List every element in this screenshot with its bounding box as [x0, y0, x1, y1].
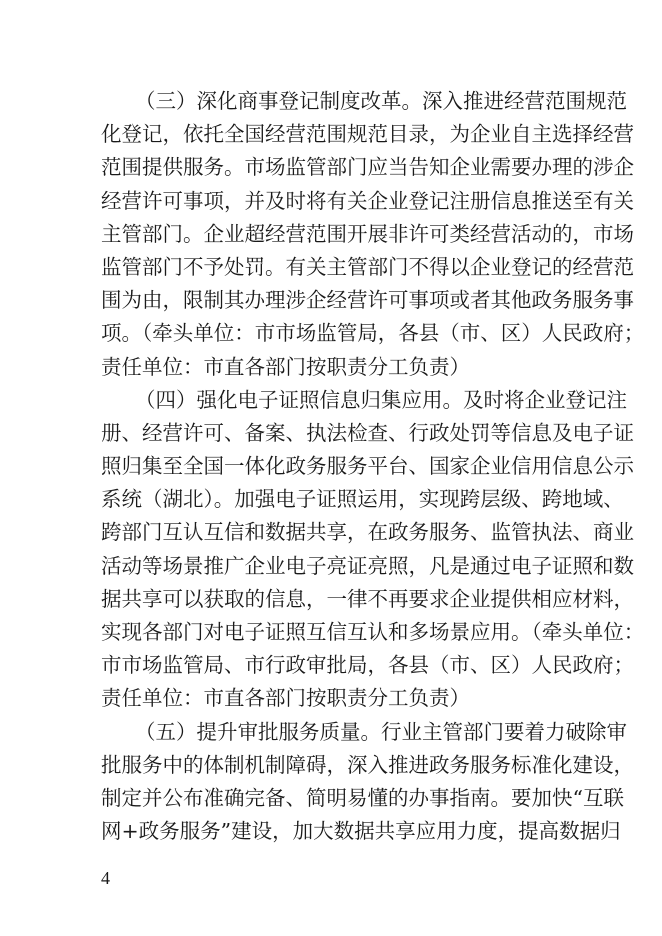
text-line: 据共享可以获取的信息，一律不再要求企业提供相应材料， — [101, 586, 634, 611]
text-line: 照归集至全国一体化政务服务平台、国家企业信用信息公示 — [101, 454, 634, 479]
text-line: 网+政务服务”建设，加大数据共享应用力度，提高数据归 — [101, 819, 621, 844]
text-line: 化登记，依托全国经营范围规范目录，为企业自主选择经营 — [101, 122, 634, 147]
document-body — [101, 85, 645, 848]
text-line: 监管部门不予处罚。有关主管部门不得以企业登记的经营范 — [101, 254, 634, 279]
text-line: 册、经营许可、备案、执法检查、行政处罚等信息及电子证 — [101, 420, 634, 445]
text-line: 责任单位：市直各部门按职责分工负责） — [101, 354, 470, 379]
paragraph — [101, 384, 645, 716]
text-line: 主管部门。企业超经营范围开展非许可类经营活动的，市场 — [101, 221, 634, 246]
text-line: 围为由，限制其办理涉企经营许可事项或者其他政务服务事 — [101, 288, 634, 313]
text-line: 项。（牵头单位：市市场监管局，各县（市、区）人民政府； — [101, 321, 645, 346]
paragraph — [101, 716, 634, 849]
text-line: 范围提供服务。市场监管部门应当告知企业需要办理的涉企 — [101, 155, 634, 180]
text-line: （五）提升审批服务质量。行业主管部门要着力破除审 — [135, 719, 627, 744]
text-line: 跨部门互认互信和数据共享，在政务服务、监管执法、商业 — [101, 520, 634, 545]
text-line: （三）深化商事登记制度改革。深入推进经营范围规范 — [135, 89, 627, 113]
paragraph — [101, 85, 645, 384]
text-line: 批服务中的体制机制障碍，深入推进政务服务标准化建设， — [101, 752, 634, 777]
text-line: 市市场监管局、市行政审批局，各县（市、区）人民政府； — [101, 653, 634, 678]
page-number: 4 — [101, 868, 110, 888]
text-line: （四）强化电子证照信息归集应用。及时将企业登记注 — [135, 387, 627, 412]
text-line: 活动等场景推广企业电子亮证亮照，凡是通过电子证照和数 — [101, 553, 634, 578]
text-line: 系统（湖北）。加强电子证照运用，实现跨层级、跨地域、 — [101, 487, 624, 512]
text-line: 实现各部门对电子证照互信互认和多场景应用。（牵头单位： — [101, 620, 645, 644]
text-line: 责任单位：市直各部门按职责分工负责） — [101, 686, 470, 711]
text-line: 制定并公布准确完备、简明易懂的办事指南。要加快“互联 — [101, 785, 624, 810]
text-line: 经营许可事项，并及时将有关企业登记注册信息推送至有关 — [101, 188, 634, 213]
